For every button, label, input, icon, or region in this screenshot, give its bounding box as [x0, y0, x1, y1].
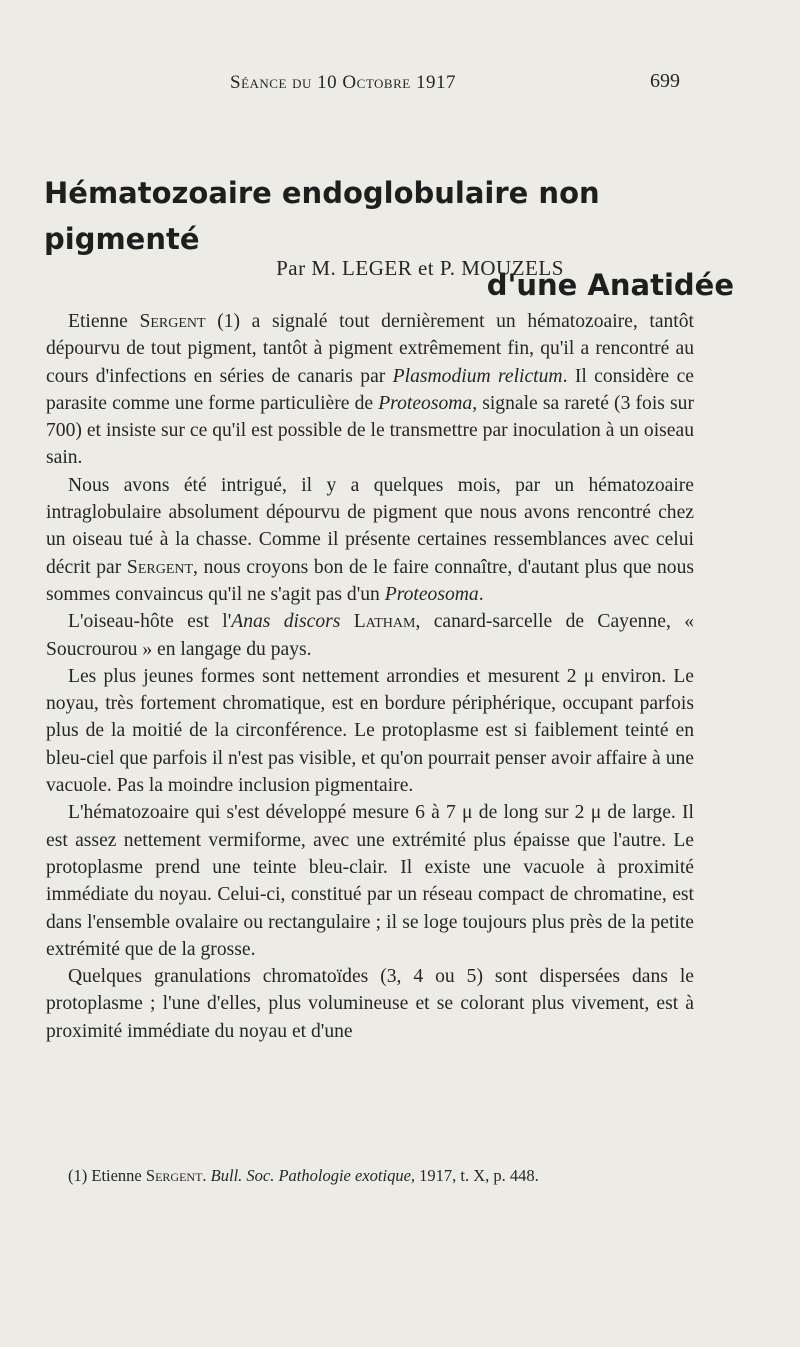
footnote-text-e: , 1917, t. X, p. 448.	[410, 1166, 539, 1185]
author-name: Sergent	[139, 311, 206, 332]
paragraph-4: Les plus jeunes formes sont nettement arrondies et mesurent 2 μ environ. Le noyau, très fortement chromatique, est en bordure périphérique, occupant parfois plus de la moitié de la circonférence. Le protoplasme est si faiblement teinté en bleu-ciel que parfois il n'est pas visible, et qu'on pourrait penser avoir affaire à une vacuole. Pas la moindre inclusion pigmentaire.	[46, 665, 694, 797]
p2-text-e: .	[478, 583, 484, 605]
p2-text-a: Nous avons été intrigué, il y a quelques mois, par un hématozoaire intraglobulaire absolument dépourvu de pigment que nous avons rencontré chez un oiseau tué à la chasse. Comme il présente certaines ressemblances avec celui décrit par	[46, 474, 694, 578]
genus-name: Proteosoma,	[378, 392, 478, 414]
paragraph-3	[46, 608, 694, 663]
running-title: Séance du 10 Octobre 1917	[230, 72, 456, 93]
footnote-text-a: (1) Etienne	[68, 1166, 146, 1185]
footnote-journal: Bull. Soc. Pathologie exotique	[210, 1166, 411, 1185]
article-body	[46, 308, 694, 1045]
byline-text: Par M. LEGER et P. MOUZELS	[276, 256, 564, 280]
article-title-line1: Hématozoaire endoglobulaire non pigmenté	[44, 176, 600, 256]
p1-text-a: Etienne	[68, 311, 140, 332]
taxonomic-author: Latham	[353, 611, 416, 633]
p2-text-c: , nous croyons bon de le faire connaître, d'autant plus que nous sommes convaincus qu'il ne s'agit pas d'un	[46, 556, 694, 605]
article-title	[44, 170, 744, 308]
genus-name: Proteosoma	[384, 583, 479, 605]
running-head	[0, 64, 800, 98]
p3-text-a: L'oiseau-hôte est l'	[68, 611, 232, 633]
footnote	[68, 1165, 708, 1187]
p3-text-e: , canard-sarcelle de Cayenne, « Soucrourou » en langage du pays.	[46, 611, 694, 660]
footnote-author: Sergent	[145, 1166, 203, 1185]
author-name: Sergent	[126, 556, 194, 578]
byline	[0, 256, 800, 281]
p1-text-c: (1) a signalé tout dernièrement un hématozoaire, tantôt dépourvu de tout pigment, tantôt à pigment extrêmement fin, qu'il a rencontré au cours d'infections en séries de canaris par	[46, 311, 694, 387]
species-name: Anas discors	[231, 611, 341, 633]
page-number: 699	[650, 70, 680, 92]
paragraph-5: L'hématozoaire qui s'est développé mesure 6 à 7 μ de long sur 2 μ de large. Il est assez nettement vermiforme, avec une extrémité plus épaisse que l'autre. Le protoplasme prend une teinte bleu-clair. Il existe une vacuole à proximité immédiate du noyau. Celui-ci, constitué par un réseau compact de chromatine, est dans l'ensemble ovalaire ou rectangulaire ; il se loge toujours plus près de la petite extrémité que de la grosse.	[46, 802, 694, 960]
p1-text-g: signale sa rareté (3 fois sur 700) et insiste sur ce qu'il est possible de le transmettre par inoculation à un oiseau sain.	[46, 392, 694, 469]
paragraph-1	[46, 308, 694, 472]
paragraph-6: Quelques granulations chromatoïdes (3, 4 ou 5) sont dispersées dans le protoplasme ; l'une d'elles, plus volumineuse et se colorant plus vivement, est à proximité immédiate du noyau et d'une	[46, 966, 694, 1042]
species-name: Plasmodium relictum	[392, 365, 563, 387]
footnote-text-c: .	[202, 1166, 211, 1185]
paragraph-2	[46, 472, 694, 608]
p1-text-e: . Il considère ce parasite comme une forme particulière de	[46, 365, 695, 414]
p3-space	[340, 611, 353, 632]
article-title-line2: d'une Anatidée	[486, 268, 734, 302]
